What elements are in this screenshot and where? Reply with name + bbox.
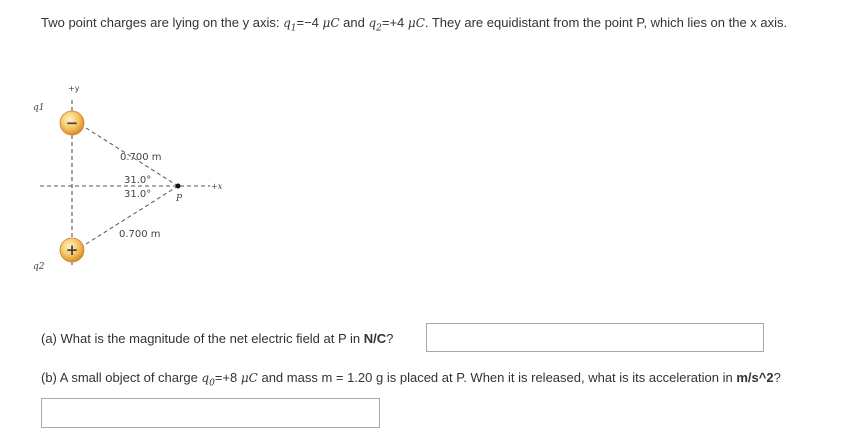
q1-letter: q	[283, 16, 291, 30]
problem-text-start: Two point charges are lying on the y axis:	[41, 15, 284, 30]
q1-sign: −	[65, 114, 79, 132]
q2-value: =+4	[381, 15, 408, 30]
q0-symbol	[201, 371, 215, 389]
answer-b-input[interactable]	[41, 398, 380, 428]
question-a-text: (a) What is the magnitude of the net electric field at P in	[41, 331, 364, 346]
y-axis-label: +y	[68, 84, 80, 93]
charge-diagram-svg	[30, 78, 240, 278]
angle-bottom-label: 31.0°	[124, 189, 152, 200]
problem-statement	[41, 14, 851, 37]
q0-subscript: 0	[209, 378, 215, 389]
problem-text-end: . They are equidistant from the point P, which lies on the x axis.	[424, 15, 788, 30]
distance-bottom-label: 0.700 m	[119, 229, 161, 240]
q1-subscript: 1	[290, 23, 297, 34]
q1-symbol	[283, 16, 297, 34]
problem-and: and	[339, 15, 369, 30]
q2-subscript: 2	[376, 23, 382, 34]
point-p-label: P	[176, 194, 183, 204]
charge-diagram	[30, 78, 240, 278]
q1-unit: μC	[322, 16, 340, 30]
q2-unit: μC	[407, 16, 425, 30]
question-b-suffix: ?	[773, 370, 781, 385]
q2-symbol	[368, 16, 382, 34]
question-b-text-start: (b) A small object of charge	[41, 370, 202, 385]
answer-a-input[interactable]	[426, 323, 764, 352]
angle-top-label: 31.0°	[124, 175, 152, 186]
question-b	[41, 370, 781, 391]
question-a-suffix: ?	[386, 331, 394, 346]
q2-label: q2	[33, 262, 45, 272]
distance-top-label: 0.700 m	[120, 152, 162, 163]
q0-letter: q	[201, 371, 210, 385]
question-b-text-mid: and mass m = 1.20 g is placed at P. When it is released, what is its acceleration in	[257, 370, 737, 385]
question-a-unit: N/C	[363, 331, 387, 346]
q1-label: q1	[33, 103, 45, 113]
q2-sign: +	[65, 241, 79, 259]
q0-value: =+8	[214, 370, 241, 385]
question-b-unit: m/s^2	[736, 370, 774, 385]
x-axis-label: +x	[211, 182, 223, 191]
question-a	[41, 331, 393, 347]
q2-letter: q	[368, 16, 377, 30]
point-p-dot	[176, 184, 181, 189]
q1-value: =−4	[296, 15, 323, 30]
q0-unit: μC	[240, 371, 258, 385]
